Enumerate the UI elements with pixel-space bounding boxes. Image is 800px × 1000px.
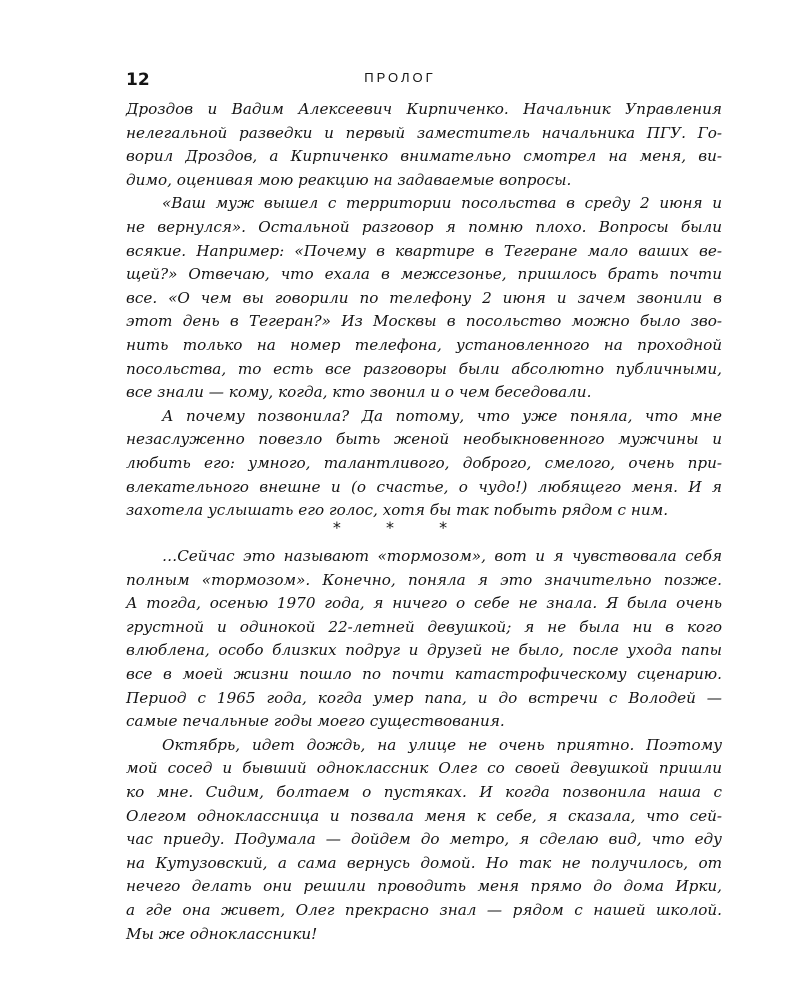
text-line: «Ваш муж вышел с территории посольства в среду 2 июня и [162,194,722,213]
text-line: этот день в Тегеран?» Из Москвы в посольство можно было зво- [126,312,722,331]
text-line: влекательного внешне и (о счастье, о чудо!) любящего меня. И я [126,477,722,496]
text-line: А тогда, осенью 1970 года, я ничего о себе не знала. Я была очень [126,594,722,613]
text-line: час приеду. Подумала — дойдем до метро, я сделаю вид, что еду [126,830,722,849]
text-line: самые печальные годы моего существования. [126,712,505,731]
text-line: любить его: умного, талантливого, доброго, смелого, очень при- [126,453,722,472]
text-block-1 [126,98,722,523]
text-line: Мы же одноклассники! [126,924,318,943]
text-line: захотела услышать его голос, хотя бы так побыть рядом с ним. [126,501,669,520]
text-line: ко мне. Сидим, болтаем о пустяках. И когда позвонила наша с [126,782,722,801]
text-line: посольства, то есть все разговоры были абсолютно публичными, [126,359,722,378]
text-line: не вернулся». Остальной разговор я помню плохо. Вопросы были [126,217,722,236]
text-line: все. «О чем вы говорили по телефону 2 июня и зачем звонили в [126,288,722,307]
text-line: А почему позвонила? Да потому, что уже поняла, что мне [162,406,722,425]
text-line: влюблена, особо близких подруг и друзей не было, после ухода папы [126,641,722,660]
text-line: димо, оценивая мою реакцию на задаваемые вопросы. [126,170,572,189]
text-line: …Сейчас это называют «тормозом», вот и я чувствовала себя [162,547,722,565]
text-line: а где она живет, Олег прекрасно знал — рядом с нашей школой. [126,900,722,919]
text-line: нелегальной разведки и первый заместитель начальника ПГУ. Го- [126,123,722,142]
text-line: Олегом одноклассница и позвала меня к себе, я сказала, что сей- [126,806,722,825]
text-line: грустной и одинокой 22-летней девушкой; я не была ни в кого [126,617,722,636]
text-line: все знали — кому, когда, кто звонил и о чем беседовали. [126,383,592,402]
text-line: ворил Дроздов, а Кирпиченко внимательно смотрел на меня, ви- [126,147,722,166]
text-line: щей?» Отвечаю, что ехала в межсезонье, пришлось брать почти [126,265,722,284]
page-number: 12 [126,70,150,90]
text-line: Октябрь, идет дождь, на улице не очень приятно. Поэтому [162,735,722,754]
text-line: полным «тормозом». Конечно, поняла я это значительно позже. [126,570,722,589]
text-line: на Кутузовский, а сама вернусь домой. Но так не получилось, от [126,853,722,872]
text-line: нить только на номер телефона, установленного на проходной [126,335,722,354]
text-line: мой сосед и бывший одноклассник Олег со своей девушкой пришли [126,759,722,778]
running-title: ПРОЛОГ [364,70,436,85]
text-line: Дроздов и Вадим Алексеевич Кирпиченко. Начальник Управления [126,100,722,118]
text-line: Период с 1965 года, когда умер папа, и до встречи с Володей — [126,688,722,707]
text-line: нечего делать они решили проводить меня прямо до дома Ирки, [126,877,722,896]
text-line: незаслуженно повезло быть женой необыкновенного мужчины и [126,430,722,449]
text-line: все в моей жизни пошло по почти катастрофическому сценарию. [126,664,722,683]
text-line: всякие. Например: «Почему в квартире в Тегеране мало ваших ве- [126,241,722,260]
section-separator: * * * [332,518,468,537]
text-block-2 [126,545,722,946]
